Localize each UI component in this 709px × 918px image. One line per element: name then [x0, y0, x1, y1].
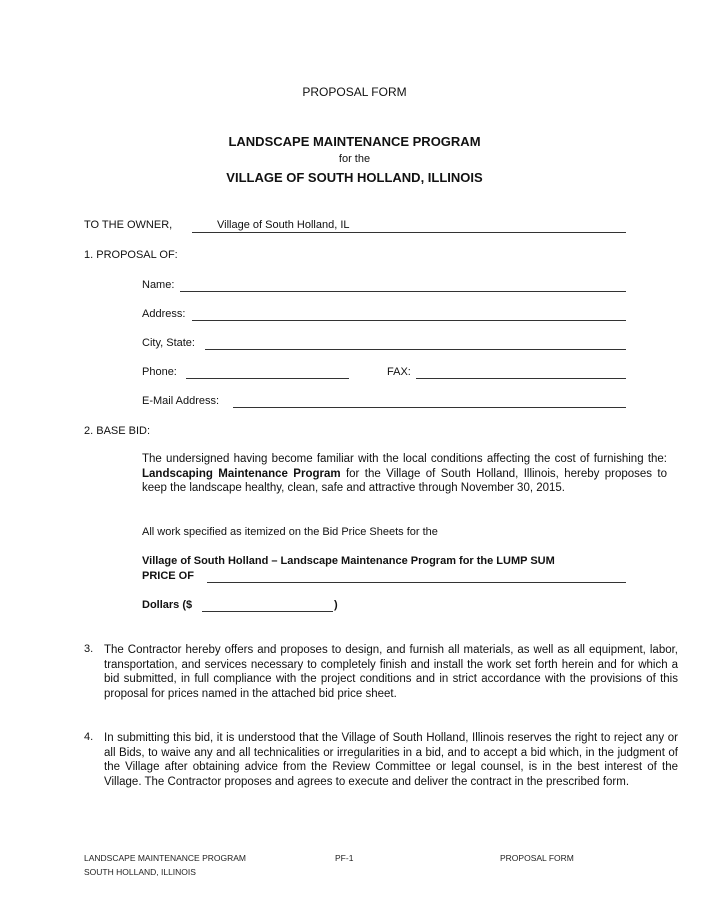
base-bid-text-end: for the Village of South Holland, Illinois, hereby proposes to keep the landscape healthy, clean, safe and attractive through November 30, 2015.	[142, 467, 667, 495]
work-specified-line: All work specified as itemized on the Bid Price Sheets for the	[142, 526, 438, 538]
footer-program-name: LANDSCAPE MAINTENANCE PROGRAM	[84, 853, 246, 863]
footer-location: SOUTH HOLLAND, ILLINOIS	[84, 867, 196, 877]
fax-field-line[interactable]	[416, 378, 626, 379]
base-bid-text-start: The undersigned having become familiar with the local conditions affecting the cost of furnishing the:	[142, 453, 667, 465]
owner-label: TO THE OWNER,	[84, 219, 173, 231]
form-label: PROPOSAL FORM	[302, 85, 407, 99]
dollars-label: Dollars ($	[142, 599, 193, 611]
document-title: LANDSCAPE MAINTENANCE PROGRAM	[228, 134, 481, 149]
city-state-label: City, State:	[142, 337, 195, 349]
phone-label: Phone:	[142, 366, 177, 378]
lump-sum-line-1: Village of South Holland – Landscape Maintenance Program for the LUMP SUM	[142, 555, 555, 567]
lump-sum-line-2: PRICE OF	[142, 570, 194, 582]
address-label: Address:	[142, 308, 186, 320]
owner-field-line[interactable]	[192, 232, 626, 233]
phone-field-line[interactable]	[186, 378, 349, 379]
section-1-heading: 1. PROPOSAL OF:	[84, 249, 178, 261]
name-field-line[interactable]	[180, 291, 626, 292]
section-2-heading: 2. BASE BID:	[84, 425, 151, 437]
section-4-paragraph: In submitting this bid, it is understood that the Village of South Holland, Illinois reserves the right to reject any or all Bids, to waive any and all technicalities or irregularities in a bid, and to accept a bid which, in the judgment of the Village after obtaining advice from the Review Committee or legal counsel, is in the best interest of the Village. The Contractor proposes and agrees to execute and deliver the contract in the prescribed form.	[104, 732, 678, 788]
for-the-text: for the	[338, 153, 371, 165]
section-3-number: 3.	[84, 643, 94, 655]
fax-label: FAX:	[387, 366, 411, 378]
city-state-field-line[interactable]	[205, 349, 626, 350]
document-subtitle: VILLAGE OF SOUTH HOLLAND, ILLINOIS	[226, 170, 483, 185]
address-field-line[interactable]	[192, 320, 626, 321]
section-4-number: 4.	[84, 731, 94, 743]
footer-page-number: PF-1	[335, 853, 354, 863]
dollars-close-paren: )	[334, 599, 338, 611]
name-label: Name:	[142, 279, 175, 291]
dollars-amount-field-line[interactable]	[202, 611, 333, 612]
email-field-line[interactable]	[233, 407, 626, 408]
footer-form-label: PROPOSAL FORM	[500, 853, 574, 863]
section-3-paragraph: The Contractor hereby offers and proposes to design, and furnish all materials, as well as all equipment, labor, transportation, and services necessary to completely finish and install the work set forth herein and for which a bid submitted, in full compliance with the project conditions and in strict accordance with the provisions of this proposal for prices named in the attached bid price sheet.	[104, 644, 678, 700]
owner-value: Village of South Holland, IL	[217, 219, 350, 231]
program-name-bold: Landscaping Maintenance Program	[142, 467, 341, 480]
lump-sum-price-field-line[interactable]	[207, 582, 626, 583]
email-label: E-Mail Address:	[142, 395, 220, 407]
base-bid-paragraph	[142, 452, 667, 496]
